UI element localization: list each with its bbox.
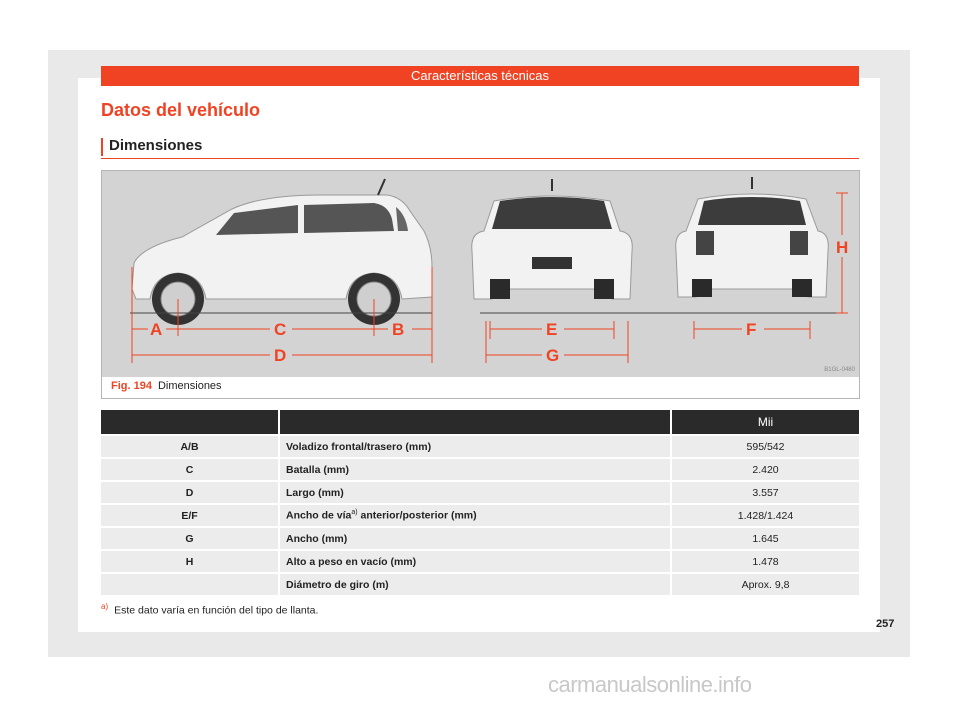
footnote	[101, 602, 318, 617]
table-header-row	[101, 410, 859, 434]
row-value: 3.557	[672, 482, 859, 503]
car-rear-view	[676, 177, 829, 297]
table-header-code	[101, 410, 280, 434]
footnote-marker: a)	[101, 602, 109, 611]
row-description: Largo (mm)	[280, 482, 672, 503]
dim-label-b: B	[392, 320, 405, 339]
row-code: H	[101, 551, 280, 572]
dimensions-table	[101, 408, 859, 597]
watermark: carmanualsonline.info	[548, 672, 752, 697]
row-code: D	[101, 482, 280, 503]
table-row	[101, 482, 859, 503]
table-header-description	[280, 410, 672, 434]
row-value: 2.420	[672, 459, 859, 480]
row-code: C	[101, 459, 280, 480]
row-description: Voladizo frontal/trasero (mm)	[280, 436, 672, 457]
row-value: 1.645	[672, 528, 859, 549]
row-code	[101, 574, 280, 595]
table-row	[101, 528, 859, 549]
row-code: E/F	[101, 505, 280, 526]
chapter-header: Características técnicas	[101, 66, 859, 86]
row-description: Alto a peso en vacío (mm)	[280, 551, 672, 572]
vehicle-dimensions-illustration	[102, 171, 859, 377]
figure-code: B1GL-0480	[824, 367, 855, 373]
subsection-title: Dimensiones	[109, 137, 203, 154]
row-description-post: anterior/posterior (mm)	[357, 509, 477, 522]
row-value: Aprox. 9,8	[672, 574, 859, 595]
section-title: Datos del vehículo	[101, 100, 261, 120]
subsection-heading	[101, 136, 859, 159]
row-value: 1.478	[672, 551, 859, 572]
figure-number: Fig. 194	[111, 380, 152, 392]
footnote-text: Este dato varía en función del tipo de llanta.	[114, 604, 319, 617]
dim-label-a: A	[150, 320, 163, 339]
row-code: G	[101, 528, 280, 549]
dim-label-c: C	[274, 320, 287, 339]
dimensions-figure	[101, 170, 860, 399]
dim-label-g: G	[546, 346, 560, 365]
table-row	[101, 436, 859, 457]
row-description: Ancho (mm)	[280, 528, 672, 549]
table-row	[101, 551, 859, 572]
car-front-view	[472, 179, 633, 299]
table-row	[101, 505, 859, 526]
row-description-pre: Ancho de vía	[286, 509, 352, 522]
dim-label-h: H	[836, 238, 849, 257]
row-code: A/B	[101, 436, 280, 457]
car-side-view	[132, 179, 432, 325]
subsection-accent-bar	[101, 138, 103, 156]
footnote-ref: a)	[351, 509, 358, 517]
row-value: 595/542	[672, 436, 859, 457]
table-header-model: Mii	[672, 410, 859, 434]
row-description: Batalla (mm)	[280, 459, 672, 480]
table-row	[101, 459, 859, 480]
row-description: Diámetro de giro (m)	[280, 574, 672, 595]
figure-caption-text: Dimensiones	[157, 380, 222, 392]
figure-caption	[111, 380, 222, 392]
dim-label-f: F	[746, 320, 757, 339]
page-number: 257	[876, 618, 895, 630]
table-row	[101, 574, 859, 595]
row-description	[280, 505, 672, 526]
dim-label-e: E	[546, 320, 558, 339]
dim-label-d: D	[274, 346, 287, 365]
row-value: 1.428/1.424	[672, 505, 859, 526]
